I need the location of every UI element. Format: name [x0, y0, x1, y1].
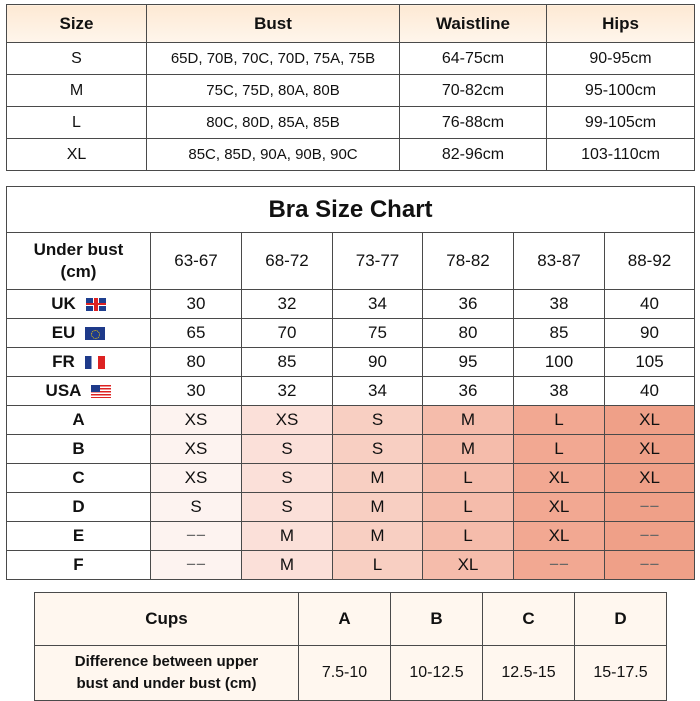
cup-size-cell: S: [333, 435, 423, 464]
cup-size-cell: XL: [605, 406, 695, 435]
difference-value: 7.5-10: [299, 646, 391, 701]
band-size-cell: 100: [514, 348, 605, 377]
band-size-cell: 32: [242, 290, 333, 319]
under-bust-label-line1: Under bust: [33, 240, 124, 259]
under-bust-value: 73-77: [333, 233, 423, 290]
waistline-cell: 82-96cm: [400, 139, 547, 171]
difference-label: [35, 646, 299, 701]
cup-row: [7, 464, 695, 493]
band-size-cell: 75: [333, 319, 423, 348]
cup-size-cell: L: [423, 464, 514, 493]
cup-label: D: [7, 493, 151, 522]
table-row: [7, 107, 695, 139]
cup-size-cell: XL: [514, 493, 605, 522]
band-size-cell: 95: [423, 348, 514, 377]
difference-label-line1: Difference between upper: [74, 653, 259, 670]
band-size-cell: 38: [514, 290, 605, 319]
cup-size-cell: −−: [605, 493, 695, 522]
cup-size-cell: L: [514, 435, 605, 464]
region-label: [7, 348, 151, 377]
size-cell: XL: [7, 139, 147, 171]
waistline-header: Waistline: [400, 5, 547, 43]
cup-size-cell: −−: [514, 551, 605, 580]
cup-size-cell: −−: [151, 551, 242, 580]
cup-row: [7, 551, 695, 580]
cup-size-cell: L: [423, 522, 514, 551]
bust-cell: 85C, 85D, 90A, 90B, 90C: [147, 139, 400, 171]
waistline-cell: 70-82cm: [400, 75, 547, 107]
hips-cell: 99-105cm: [547, 107, 695, 139]
bust-header: Bust: [147, 5, 400, 43]
cup-size-cell: XL: [514, 464, 605, 493]
band-size-cell: 30: [151, 377, 242, 406]
cups-row: [35, 593, 667, 646]
cup-header: C: [483, 593, 575, 646]
band-size-cell: 80: [423, 319, 514, 348]
cup-size-cell: L: [333, 551, 423, 580]
band-size-cell: 70: [242, 319, 333, 348]
region-row: [7, 290, 695, 319]
region-name: FR: [52, 352, 75, 371]
cup-size-cell: S: [242, 493, 333, 522]
table-row: [7, 139, 695, 171]
cup-row: [7, 406, 695, 435]
eu-flag-icon: [85, 327, 105, 340]
cup-size-cell: XL: [605, 435, 695, 464]
bra-size-chart: [6, 186, 695, 580]
fr-flag-icon: [85, 356, 105, 369]
under-bust-value: 63-67: [151, 233, 242, 290]
under-bust-value: 68-72: [242, 233, 333, 290]
under-bust-value: 88-92: [605, 233, 695, 290]
size-header: Size: [7, 5, 147, 43]
cup-label: A: [7, 406, 151, 435]
cup-size-cell: XS: [242, 406, 333, 435]
region-label: [7, 377, 151, 406]
region-label: [7, 290, 151, 319]
hips-header: Hips: [547, 5, 695, 43]
cup-row: [7, 522, 695, 551]
under-bust-label: [7, 233, 151, 290]
region-name: UK: [51, 294, 76, 313]
under-bust-row: [7, 233, 695, 290]
table-row: [7, 43, 695, 75]
band-size-cell: 30: [151, 290, 242, 319]
cup-size-cell: XS: [151, 435, 242, 464]
under-bust-value: 83-87: [514, 233, 605, 290]
band-size-cell: 40: [605, 377, 695, 406]
cup-size-cell: S: [151, 493, 242, 522]
region-label: [7, 319, 151, 348]
under-bust-label-line2: (cm): [60, 262, 97, 281]
cup-size-cell: M: [333, 522, 423, 551]
region-name: EU: [51, 323, 76, 342]
difference-value: 12.5-15: [483, 646, 575, 701]
band-size-cell: 36: [423, 290, 514, 319]
cup-size-cell: M: [423, 435, 514, 464]
bust-cell: 80C, 80D, 85A, 85B: [147, 107, 400, 139]
size-cell: L: [7, 107, 147, 139]
region-name: USA: [45, 381, 82, 400]
size-cell: S: [7, 43, 147, 75]
cup-header: B: [391, 593, 483, 646]
region-row: [7, 377, 695, 406]
bust-cell: 75C, 75D, 80A, 80B: [147, 75, 400, 107]
cup-size-cell: −−: [605, 551, 695, 580]
region-row: [7, 348, 695, 377]
band-size-cell: 105: [605, 348, 695, 377]
cup-size-cell: −−: [605, 522, 695, 551]
uk-flag-icon: [86, 298, 106, 311]
band-size-cell: 34: [333, 377, 423, 406]
cup-size-cell: XL: [423, 551, 514, 580]
cup-label: F: [7, 551, 151, 580]
cup-size-cell: −−: [151, 522, 242, 551]
band-size-cell: 36: [423, 377, 514, 406]
band-size-cell: 90: [333, 348, 423, 377]
cup-row: [7, 435, 695, 464]
cup-size-cell: XS: [151, 464, 242, 493]
band-size-cell: 85: [242, 348, 333, 377]
cup-label: B: [7, 435, 151, 464]
cup-size-cell: M: [333, 493, 423, 522]
difference-label-line2: bust and under bust (cm): [76, 675, 257, 692]
hips-cell: 103-110cm: [547, 139, 695, 171]
waistline-cell: 76-88cm: [400, 107, 547, 139]
cup-label: E: [7, 522, 151, 551]
cup-size-cell: M: [333, 464, 423, 493]
size-cell: M: [7, 75, 147, 107]
cup-size-cell: XL: [605, 464, 695, 493]
cup-size-cell: M: [242, 522, 333, 551]
band-size-cell: 40: [605, 290, 695, 319]
cup-size-cell: S: [242, 435, 333, 464]
hips-cell: 90-95cm: [547, 43, 695, 75]
cup-size-cell: XS: [151, 406, 242, 435]
band-size-cell: 85: [514, 319, 605, 348]
chart-title: Bra Size Chart: [7, 187, 695, 233]
cup-difference-table: [34, 592, 667, 701]
band-size-cell: 90: [605, 319, 695, 348]
cup-size-cell: XL: [514, 522, 605, 551]
waistline-cell: 64-75cm: [400, 43, 547, 75]
band-size-cell: 38: [514, 377, 605, 406]
difference-value: 15-17.5: [575, 646, 667, 701]
hips-cell: 95-100cm: [547, 75, 695, 107]
cup-size-cell: M: [423, 406, 514, 435]
cup-size-cell: S: [242, 464, 333, 493]
cup-row: [7, 493, 695, 522]
region-row: [7, 319, 695, 348]
table-row: [7, 75, 695, 107]
difference-row: [35, 646, 667, 701]
cup-size-cell: M: [242, 551, 333, 580]
cup-size-cell: L: [514, 406, 605, 435]
band-size-cell: 32: [242, 377, 333, 406]
cup-label: C: [7, 464, 151, 493]
band-size-cell: 34: [333, 290, 423, 319]
cup-size-cell: S: [333, 406, 423, 435]
cups-label: Cups: [35, 593, 299, 646]
band-size-cell: 65: [151, 319, 242, 348]
size-table: [6, 4, 695, 171]
band-size-cell: 80: [151, 348, 242, 377]
cup-header: D: [575, 593, 667, 646]
bust-cell: 65D, 70B, 70C, 70D, 75A, 75B: [147, 43, 400, 75]
difference-value: 10-12.5: [391, 646, 483, 701]
us-flag-icon: [91, 385, 111, 398]
cup-header: A: [299, 593, 391, 646]
cup-size-cell: L: [423, 493, 514, 522]
size-table-header: [7, 5, 695, 43]
under-bust-value: 78-82: [423, 233, 514, 290]
